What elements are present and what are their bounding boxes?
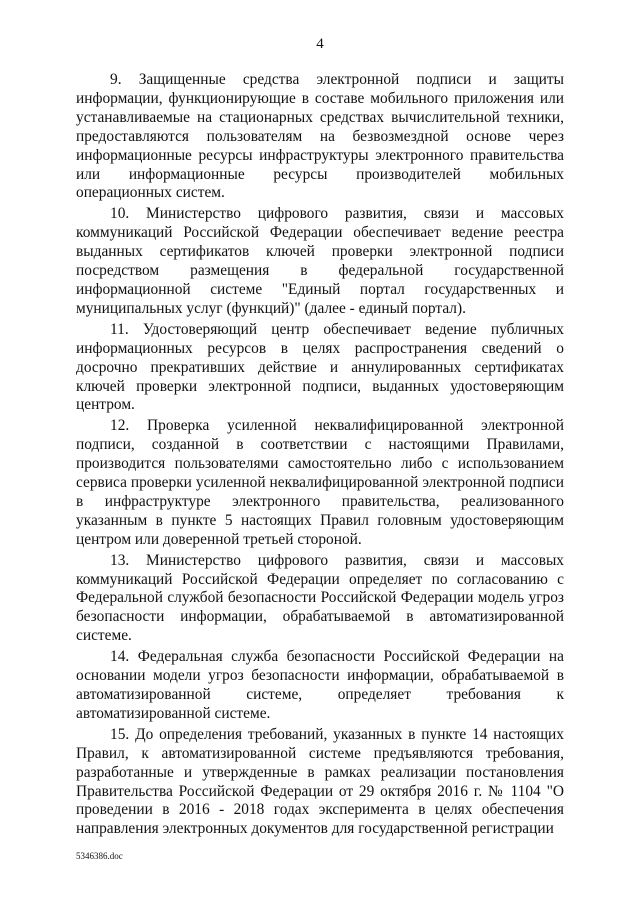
- paragraph-11: 11. Удостоверяющий центр обеспечивает ведение публичных информационных ресурсов в целях распространения сведений о досрочно прекративших действие и аннулированных сертификатах ключей проверки электронной подписи, выданных удостоверяющим центром.: [76, 320, 564, 414]
- paragraph-13: 13. Министерство цифрового развития, связи и массовых коммуникаций Российской Федерации определяет по согласованию с Федеральной службой безопасности Российской Федерации модель угроз безопасности информации, обрабатываемой в автоматизированной системе.: [76, 551, 564, 645]
- document-body: [76, 71, 564, 841]
- paragraph-12: 12. Проверка усиленной неквалифицированной электронной подписи, созданной в соответствии с настоящими Правилами, производится пользователями самостоятельно либо с использованием сервиса проверки усиленной неквалифицированной электронной подписи в инфраструктуре электронного правительства, реализованного указанным в пункте 5 настоящих Правил головным удостоверяющим центром или доверенной третьей стороной.: [76, 417, 564, 548]
- page-number: 4: [316, 36, 324, 52]
- paragraph-15: 15. До определения требований, указанных в пункте 14 настоящих Правил, к автоматизированной системе предъявляются требования, разработанные и утвержденные в рамках реализации постановления Правительства Российской Федерации от 29 октября 2016 г. № 1104 "О проведении в 2016 - 2018 годах эксперимента в целях обеспечения направления электронных документов для государственной регистрации: [76, 725, 564, 838]
- paragraph-14: 14. Федеральная служба безопасности Российской Федерации на основании модели угроз безопасности информации, обрабатываемой в автоматизированной системе, определяет требования к автоматизированной системе.: [76, 648, 564, 722]
- footer-file-code: 5346386.doc: [76, 851, 123, 861]
- paragraph-9: 9. Защищенные средства электронной подписи и защиты информации, функционирующие в составе мобильного приложения или устанавливаемые на стационарных средствах вычислительной техники, предоставляются пользователям на безвозмездной основе через информационные ресурсы инфраструктуры электронного правительства или информационные ресурсы производителей мобильных операционных систем.: [76, 71, 564, 202]
- paragraph-10: 10. Министерство цифрового развития, связи и массовых коммуникаций Российской Федерации обеспечивает ведение реестра выданных сертификатов ключей проверки электронной подписи посредством размещения в федеральной государственной информационной системе "Единый портал государственных и муниципальных услуг (функций)" (далее - единый портал).: [76, 205, 564, 317]
